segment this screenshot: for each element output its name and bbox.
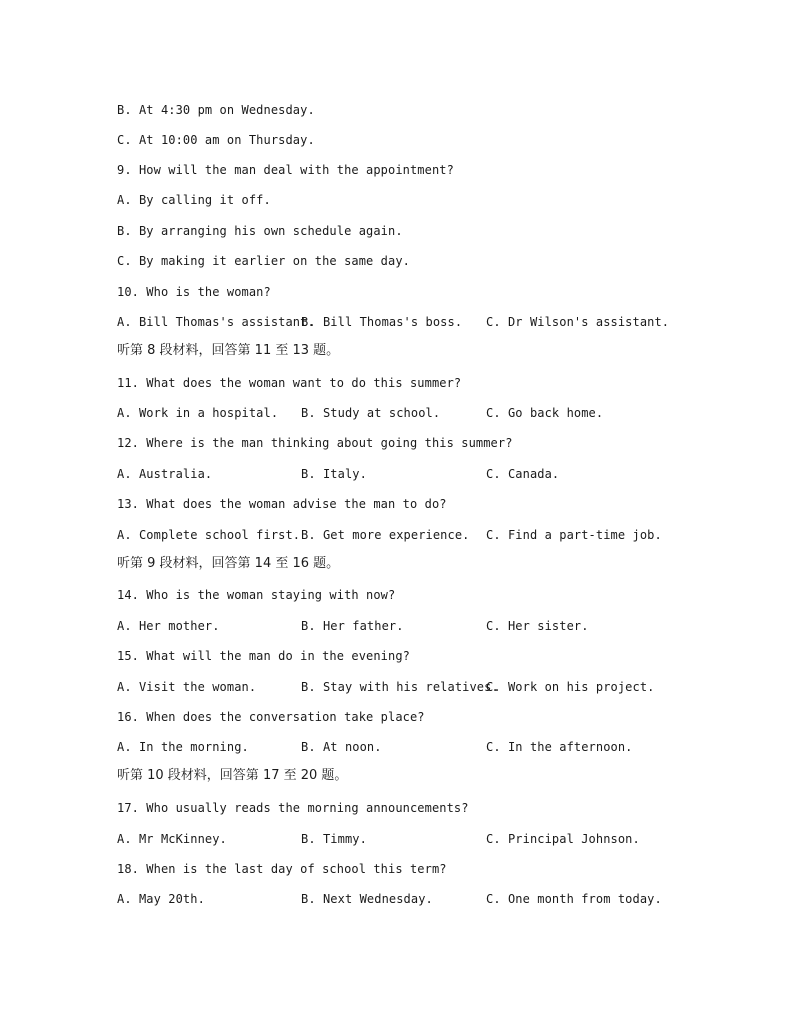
option-c-q17: C. Principal Johnson. bbox=[486, 832, 640, 846]
option-line-b-q8: B. At 4:30 pm on Wednesday. bbox=[117, 103, 315, 117]
section-heading-9: 听第 9 段材料，回答第 14 至 16 题。 bbox=[117, 556, 340, 571]
option-b-q15: B. Stay with his relatives. bbox=[301, 680, 499, 694]
option-c-q10: C. Dr Wilson's assistant. bbox=[486, 315, 670, 329]
question-17: 17. Who usually reads the morning announcements? bbox=[117, 801, 469, 815]
option-b-q12: B. Italy. bbox=[301, 467, 367, 481]
option-b-q13: B. Get more experience. bbox=[301, 528, 470, 542]
question-16: 16. When does the conversation take place? bbox=[117, 710, 425, 724]
option-b-q14: B. Her father. bbox=[301, 619, 404, 633]
question-12: 12. Where is the man thinking about going this summer? bbox=[117, 436, 513, 450]
option-line-a-q9: A. By calling it off. bbox=[117, 193, 271, 207]
option-a-q13: A. Complete school first. bbox=[117, 528, 301, 542]
question-14: 14. Who is the woman staying with now? bbox=[117, 588, 396, 602]
option-a-q14: A. Her mother. bbox=[117, 619, 220, 633]
option-a-q15: A. Visit the woman. bbox=[117, 680, 257, 694]
option-b-q17: B. Timmy. bbox=[301, 832, 367, 846]
question-11: 11. What does the woman want to do this summer? bbox=[117, 376, 462, 390]
question-10: 10. Who is the woman? bbox=[117, 285, 271, 299]
section-heading-10: 听第 10 段材料，回答第 17 至 20 题。 bbox=[117, 768, 348, 783]
option-b-q18: B. Next Wednesday. bbox=[301, 892, 433, 906]
option-b-q11: B. Study at school. bbox=[301, 406, 441, 420]
option-line-c-q9: C. By making it earlier on the same day. bbox=[117, 254, 410, 268]
option-a-q17: A. Mr McKinney. bbox=[117, 832, 227, 846]
option-a-q16: A. In the morning. bbox=[117, 740, 249, 754]
option-a-q11: A. Work in a hospital. bbox=[117, 406, 279, 420]
option-line-c-q8: C. At 10:00 am on Thursday. bbox=[117, 133, 315, 147]
option-line-b-q9: B. By arranging his own schedule again. bbox=[117, 224, 403, 238]
section-heading-8: 听第 8 段材料，回答第 11 至 13 题。 bbox=[117, 343, 340, 358]
option-a-q10: A. Bill Thomas's assistant. bbox=[117, 315, 315, 329]
option-c-q14: C. Her sister. bbox=[486, 619, 589, 633]
option-a-q18: A. May 20th. bbox=[117, 892, 205, 906]
option-c-q16: C. In the afternoon. bbox=[486, 740, 633, 754]
option-b-q10: B. Bill Thomas's boss. bbox=[301, 315, 463, 329]
option-b-q16: B. At noon. bbox=[301, 740, 382, 754]
option-c-q12: C. Canada. bbox=[486, 467, 560, 481]
option-c-q15: C. Work on his project. bbox=[486, 680, 655, 694]
question-18: 18. When is the last day of school this term? bbox=[117, 862, 447, 876]
question-13: 13. What does the woman advise the man to do? bbox=[117, 497, 447, 511]
option-a-q12: A. Australia. bbox=[117, 467, 213, 481]
option-c-q11: C. Go back home. bbox=[486, 406, 604, 420]
question-15: 15. What will the man do in the evening? bbox=[117, 649, 410, 663]
option-c-q18: C. One month from today. bbox=[486, 892, 662, 906]
question-9: 9. How will the man deal with the appointment? bbox=[117, 163, 454, 177]
option-c-q13: C. Find a part-time job. bbox=[486, 528, 662, 542]
